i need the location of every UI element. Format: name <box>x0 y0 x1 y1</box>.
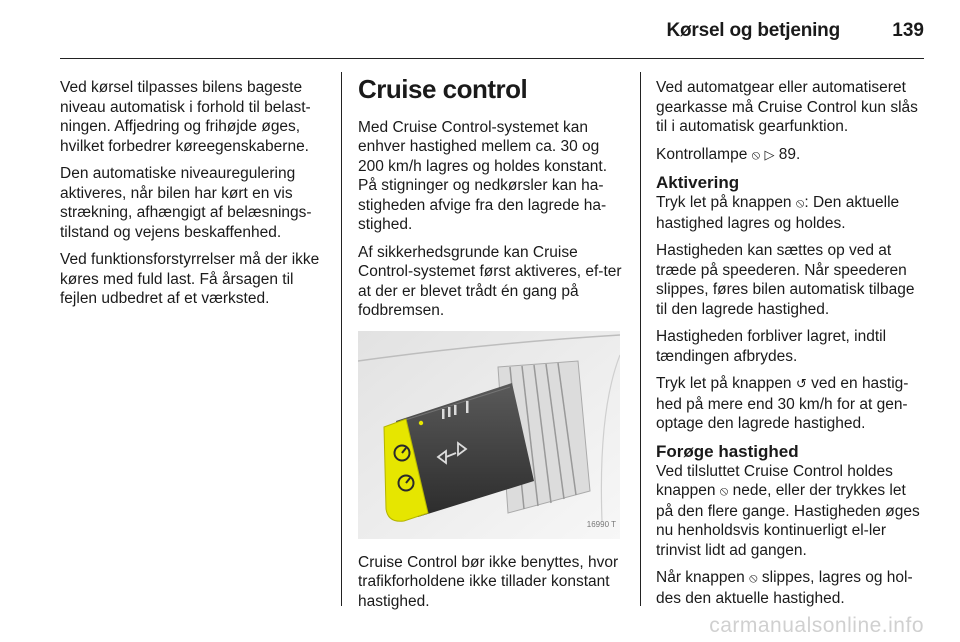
paragraph: Tryk let på knappen ↺ ved en hastig-hed på mere end 30 km/h for at gen-optage den lagrede hastighed. <box>656 375 909 432</box>
cruise-control-lever-figure <box>358 331 620 539</box>
column-left <box>60 78 332 317</box>
cruise-control-icon: ⦸ <box>795 196 805 211</box>
cruise-control-icon: ⦸ <box>749 571 758 586</box>
paragraph: Den automatiske niveauregulering aktiveres, når bilen har kørt en vis strækning, afhængigt af belæsnings-tilstand og vejens beskaffenhed. <box>60 165 312 241</box>
increase-speed-heading: Forøge hastighed <box>656 441 799 461</box>
paragraph: Hastigheden kan sættes op ved at træde på speederen. Når speederen slippes, føres bilen automatisk tilbage til den lagrede hastighed. <box>656 242 915 318</box>
paragraph: Ved automatgear eller automatiseret gearkasse må Cruise Control kun slås til i automatisk gearfunktion. <box>656 79 918 135</box>
cruise-control-icon: ⦸ <box>751 147 761 163</box>
cruise-resume-icon: ↺ <box>795 377 807 392</box>
paragraph: Af sikkerhedsgrunde kan Cruise Control-systemet først aktiveres, ef-ter at der er blevet trådt én gang på fodbremsen. <box>358 243 622 319</box>
watermark: carmanualsonline.info <box>709 614 924 637</box>
figure-label: 16990 T <box>586 520 616 529</box>
paragraph: Med Cruise Control-systemet kan enhver hastighed mellem ca. 30 og 200 km/h lagres og holdes konstant. På stigninger og nedkørsler kan ha-stigheden afvige fra den lagrede ha-stighed. <box>358 118 608 233</box>
paragraph: Tryk let på knappen ⦸: Den aktuelle hastighed lagres og holdes. <box>656 194 900 232</box>
paragraph: Ved funktionsforstyrrelser må der ikke køres med fuld last. Få årsagen til fejlen udbedret af et værksted. <box>60 251 320 307</box>
activation-heading: Aktivering <box>656 173 740 192</box>
column-divider-1 <box>341 72 342 606</box>
paragraph: Ved tilsluttet Cruise Control holdes knappen ⦸ nede, eller der trykkes let på den flere gange. Hastigheden øges nu henholdsvis kontinuerligt el-ler trinvist lidt ad gangen. <box>656 462 920 559</box>
column-divider-2 <box>640 72 641 606</box>
paragraph: Når knappen ⦸ slippes, lagres og hol-des den aktuelle hastighed. <box>656 569 913 607</box>
paragraph: Ved kørsel tilpasses bilens bageste niveau automatisk i forhold til belast-ningen. Affjedring og frihøjde øges, hvilket forbedrer køreegenskaberne. <box>60 79 311 155</box>
paragraph: Cruise Control bør ikke benyttes, hvor trafikforholdene ikke tillader konstant hastighed. <box>358 553 619 610</box>
header-rule <box>60 58 924 59</box>
steering-column-lever-illustration <box>358 331 620 539</box>
column-right <box>656 78 926 616</box>
cruise-control-heading: Cruise control <box>358 74 528 104</box>
section-title: Kørsel og betjening <box>666 20 840 41</box>
cruise-control-icon: ⦸ <box>719 484 729 499</box>
page-header <box>0 0 960 64</box>
page-number: 139 <box>892 20 924 41</box>
paragraph: Hastigheden forbliver lagret, indtil tændingen afbrydes. <box>656 328 887 365</box>
paragraph: Kontrollampe ⦸ ▷ 89. <box>656 145 801 163</box>
page-reference-arrow-icon: ▷ <box>764 147 775 163</box>
column-middle <box>358 74 626 619</box>
